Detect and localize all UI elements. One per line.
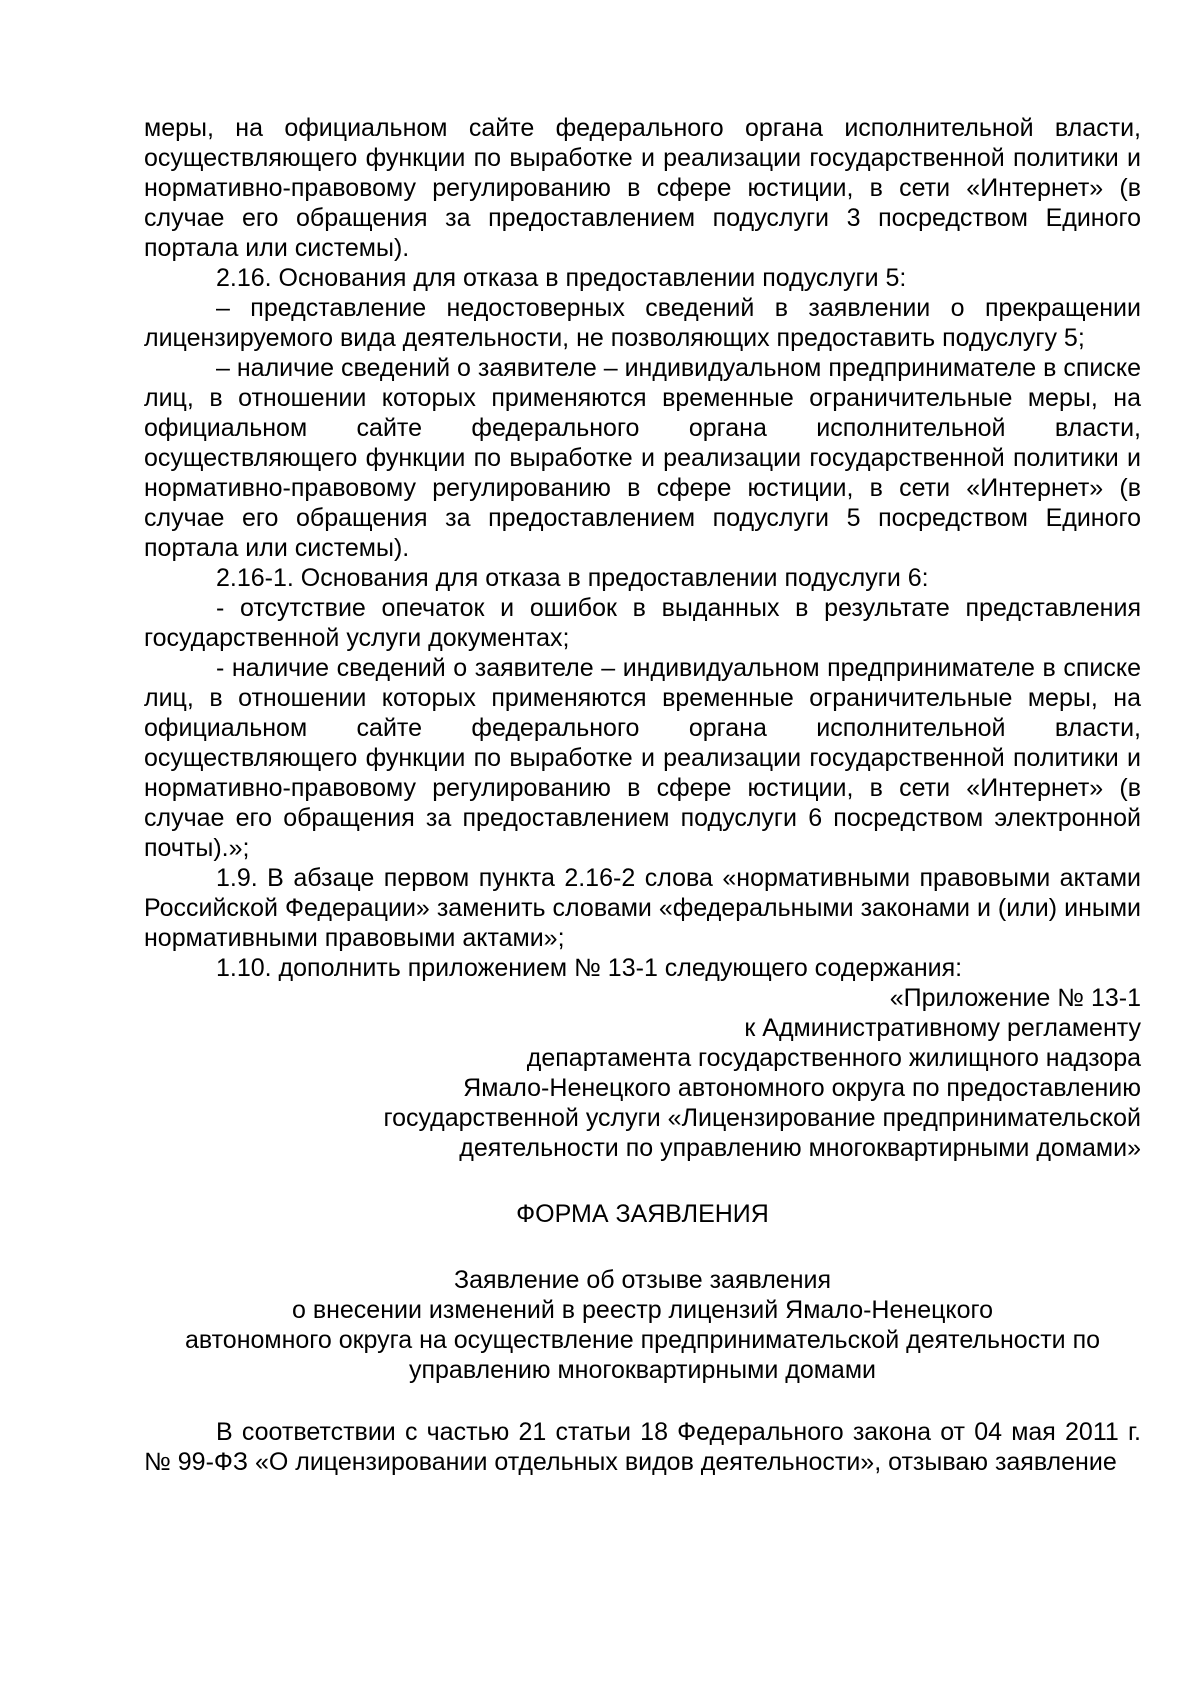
appendix-line: деятельности по управлению многоквартирными домами»	[459, 1134, 1141, 1162]
appendix-line: государственной услуги «Лицензирование предпринимательской	[383, 1104, 1141, 1132]
appendix-line: «Приложение № 13-1	[889, 984, 1141, 1012]
paragraph-1-10: 1.10. дополнить приложением № 13-1 следующего содержания:	[216, 954, 963, 982]
paragraph-2-16-heading: 2.16. Основания для отказа в предоставлении подуслуги 5:	[216, 264, 907, 292]
document-page	[144, 113, 1141, 1477]
appendix-header	[144, 983, 1141, 1163]
statement-title-line: Заявление об отзыве заявления	[453, 1266, 832, 1294]
paragraph-measures-subservice-3: меры, на официальном сайте федерального органа исполнительной власти, осуществляющего функции по выработке и реализации государственной политики и нормативно-правовому регулированию в сфере юстиции, в сети «Интернет» (в случае его обращения за предоставлением подуслуги 3 посредством Единого портала или системы).	[144, 114, 1141, 262]
statement-title	[144, 1265, 1141, 1385]
paragraph-withdrawal: В соответствии с частью 21 статьи 18 Федерального закона от 04 мая 2011 г. № 99-ФЗ «О лицензировании отдельных видов деятельности», отзываю заявление	[144, 1418, 1141, 1476]
appendix-line: департамента государственного жилищного надзора	[526, 1044, 1141, 1072]
paragraph-no-typos: - отсутствие опечаток и ошибок в выданных в результате представления государственной услуги документах;	[144, 594, 1141, 652]
appendix-line: Ямало-Ненецкого автономного округа по предоставлению	[463, 1074, 1141, 1102]
paragraph-restriction-subservice-6: - наличие сведений о заявителе – индивидуальном предпринимателе в списке лиц, в отношении которых применяются временные ограничительные меры, на официальном сайте федерального органа исполнительной власти, осуществляющего функции по выработке и реализации государственной политики и нормативно-правовому регулированию в сфере юстиции, в сети «Интернет» (в случае его обращения за предоставлением подуслуги 6 посредством электронной почты).»;	[144, 654, 1141, 862]
statement-title-line: автономного округа на осуществление предпринимательской деятельности по	[184, 1326, 1101, 1354]
paragraph-1-9: 1.9. В абзаце первом пункта 2.16-2 слова «нормативными правовыми актами Российской Федерации» заменить словами «федеральными законами и (или) иными нормативными правовыми актами»;	[144, 864, 1141, 952]
paragraph-2-16-1-heading: 2.16-1. Основания для отказа в предоставлении подуслуги 6:	[216, 564, 929, 592]
appendix-line: к Административному регламенту	[744, 1014, 1141, 1042]
statement-title-line: управлению многоквартирными домами	[408, 1356, 876, 1384]
statement-title-line: о внесении изменений в реестр лицензий Ямало-Ненецкого	[291, 1296, 994, 1324]
paragraph-restriction-subservice-5: – наличие сведений о заявителе – индивидуальном предпринимателе в списке лиц, в отношении которых применяются временные ограничительные меры, на официальном сайте федерального органа исполнительной власти, осуществляющего функции по выработке и реализации государственной политики и нормативно-правовому регулированию в сфере юстиции, в сети «Интернет» (в случае его обращения за предоставлением подуслуги 5 посредством Единого портала или системы).	[144, 354, 1141, 562]
paragraph-false-info: – представление недостоверных сведений в заявлении о прекращении лицензируемого вида деятельности, не позволяющих предоставить подуслугу 5;	[144, 294, 1141, 352]
form-title: ФОРМА ЗАЯВЛЕНИЯ	[516, 1200, 769, 1228]
